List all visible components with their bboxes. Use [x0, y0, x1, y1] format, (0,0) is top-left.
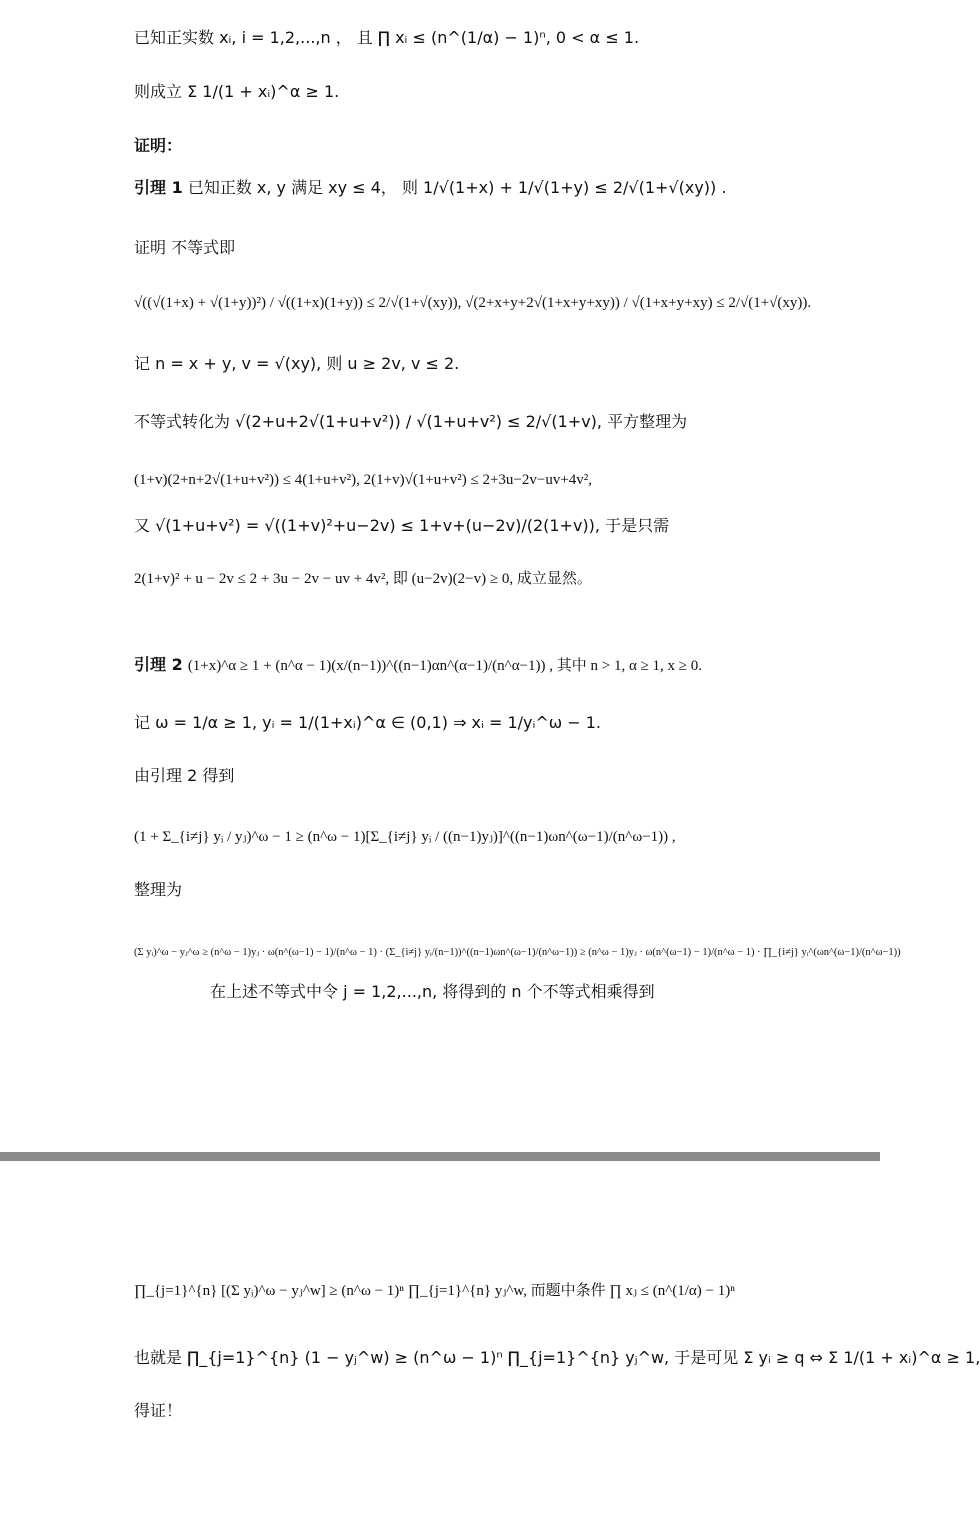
arrange-label: 整理为: [134, 880, 183, 899]
lemma1-label: 引理 1: [134, 178, 183, 197]
proof1-equation-2: (1+v)(2+n+2√(1+u+v²)) ≤ 4(1+u+v²), 2(1+v)√(1+u+v²) ≤ 2+3u−2v−uv+4v²,: [134, 472, 593, 488]
lemma2: [134, 657, 702, 674]
claim-statement: 则成立 Σ 1/(1 + xᵢ)^α ≥ 1.: [134, 82, 340, 101]
page-divider: [0, 1152, 880, 1161]
multiply-statement: 在上述不等式中令 j = 1,2,...,n, 将得到的 n 个不等式相乘得到: [210, 982, 655, 1001]
product-equation: ∏_{j=1}^{n} [(Σ yᵢ)^ω − yⱼ^w] ≥ (n^ω − 1)ⁿ ∏_{j=1}^{n} yⱼ^w, 而题中条件 ∏ xⱼ ≤ (n^(1/α) − 1)ⁿ: [134, 1283, 735, 1299]
lemma1-text: 已知正数 x, y 满足 xy ≤ 4， 则 1/√(1+x) + 1/√(1+y) ≤ 2/√(1+√(xy)) .: [187, 178, 727, 197]
definitions: 记 ω = 1/α ≥ 1, yᵢ = 1/(1+xᵢ)^α ∈ (0,1) ⇒ xᵢ = 1/yᵢ^ω − 1.: [134, 713, 602, 732]
proof1-equation-4: 2(1+v)² + u − 2v ≤ 2 + 3u − 2v − uv + 4v², 即 (u−2v)(2−v) ≥ 0, 成立显然。: [134, 571, 592, 587]
equation-from-lemma2: (1 + Σ_{i≠j} yᵢ / yⱼ)^ω − 1 ≥ (n^ω − 1)[Σ_{i≠j} yᵢ / ((n−1)yⱼ)]^((n−1)ωn^(ω−1)/(n^ω−1)) ,: [134, 829, 676, 845]
proof1-equation-1: √((√(1+x) + √(1+y))²) / √((1+x)(1+y)) ≤ 2/√(1+√(xy)), √(2+x+y+2√(1+x+y+xy)) / √(1+x+y+xy) ≤ 2/√(1+√(xy)).: [134, 295, 812, 311]
proof1-equation-3: 又 √(1+u+v²) = √((1+v)²+u−2v) ≤ 1+v+(u−2v)/(2(1+v)), 于是只需: [134, 516, 670, 535]
proof1-transform: 不等式转化为 √(2+u+2√(1+u+v²)) / √(1+u+v²) ≤ 2/√(1+v), 平方整理为: [134, 412, 688, 431]
proof1-substitution: 记 n = x + y, v = √(xy), 则 u ≥ 2v, v ≤ 2.: [134, 354, 460, 373]
proof1-label: 证明 不等式即: [134, 238, 236, 257]
arranged-inequality: (Σ yᵢ)^ω − yⱼ^ω ≥ (n^ω − 1)yⱼ · ω(n^(ω−1) − 1)/(n^ω − 1) · (Σ_{i≠j} yᵢ/(n−1))^((n−1)ωn^(ω−1)/(n^ω−1)) ≥ (n^ω − 1)yⱼ · ω(n^(ω−1) − 1)/(n^ω − 1) · ∏_{i≠j} yᵢ^(ωn^(ω−1)/(n^ω−1)): [134, 947, 901, 958]
conclusion-equation: 也就是 ∏_{j=1}^{n} (1 − yⱼ^w) ≥ (n^ω − 1)ⁿ ∏_{j=1}^{n} yⱼ^w, 于是可见 Σ yᵢ ≥ q ⇔ Σ 1/(1 + xᵢ)^α ≥ 1,: [134, 1348, 980, 1367]
given-statement: 已知正实数 xᵢ, i = 1,2,...,n ， 且 ∏ xᵢ ≤ (n^(1/α) − 1)ⁿ, 0 < α ≤ 1.: [134, 28, 640, 47]
qed: 得证！: [134, 1401, 183, 1420]
lemma2-label: 引理 2: [134, 655, 183, 674]
proof-label: 证明：: [134, 136, 183, 155]
from-lemma2-label: 由引理 2 得到: [134, 766, 235, 785]
lemma1: [134, 180, 726, 196]
lemma2-text: (1+x)^α ≥ 1 + (n^α − 1)(x/(n−1))^((n−1)αn^(α−1)/(n^α−1)) , 其中 n > 1, α ≥ 1, x ≥ 0.: [187, 658, 703, 674]
